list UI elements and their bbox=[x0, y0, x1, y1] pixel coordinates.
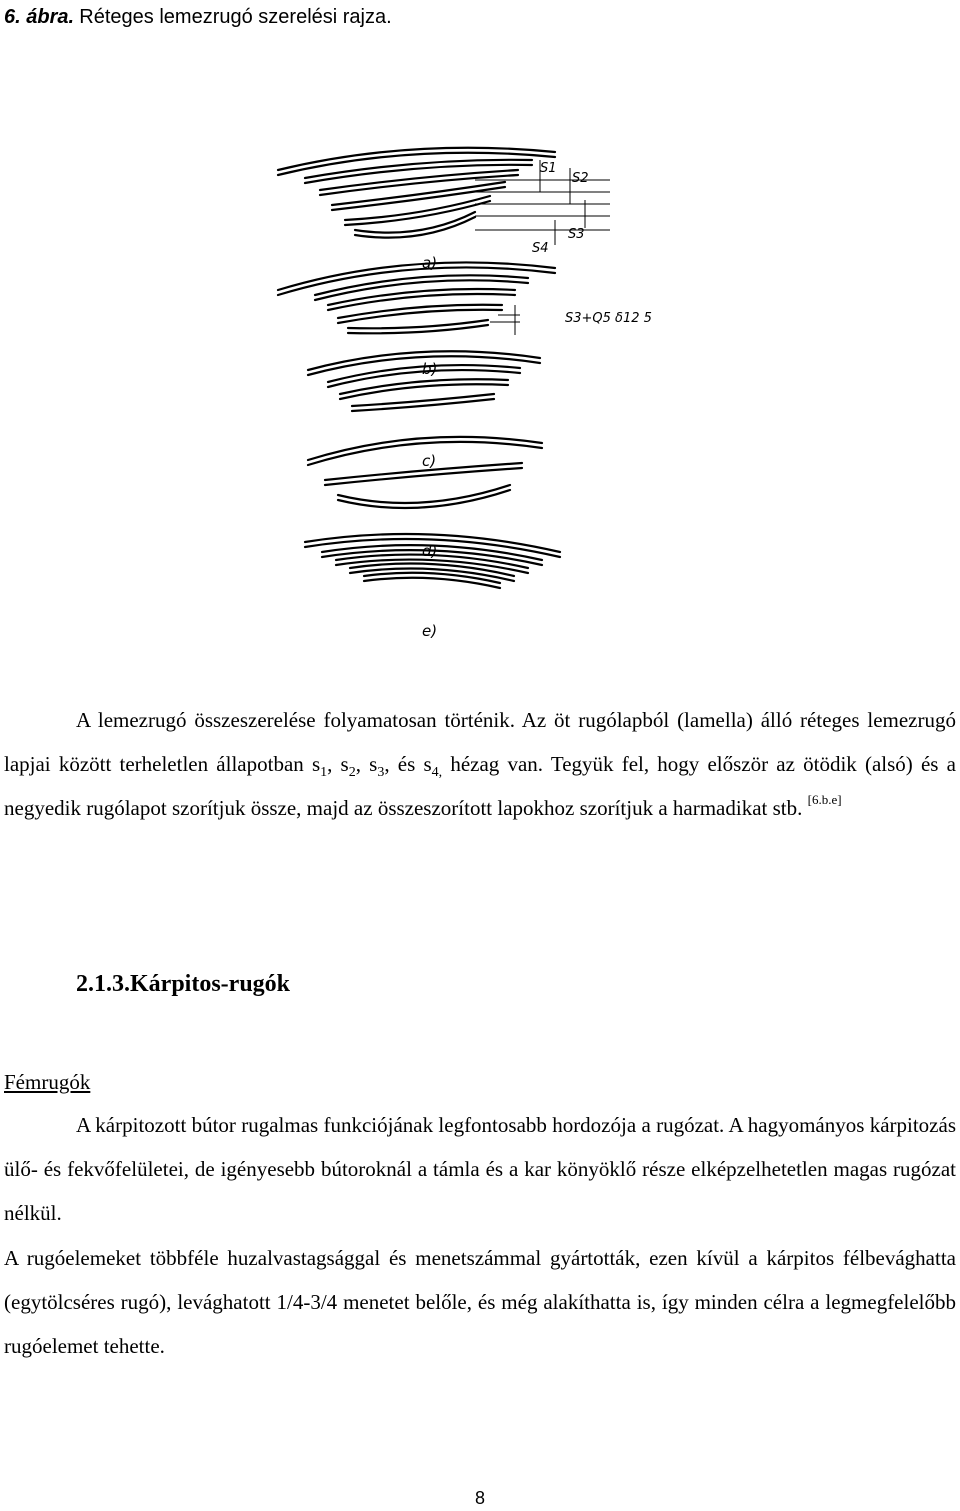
section-heading: 2.1.3.Kárpitos-rugók bbox=[76, 971, 291, 997]
subscript: 3 bbox=[377, 765, 385, 781]
dim-label-s3-q5: S3+Q5 δ12 5 bbox=[565, 311, 652, 326]
figure-label-b: b) bbox=[422, 360, 438, 378]
leaf-spring-drawing bbox=[270, 140, 670, 650]
dim-label-s2: S2 bbox=[572, 171, 589, 186]
paragraph-assembly bbox=[4, 698, 956, 830]
text: , és s bbox=[384, 752, 432, 776]
text: A lemezrugó összeszerelése folyamatosan történik. Az öt rugólapból (lamella) álló réteges lemezrugó lapjai között terheletlen állapotban s bbox=[4, 708, 956, 776]
subscript: 2 bbox=[348, 765, 356, 781]
text: A kárpitozott bútor rugalmas funkciójának legfontosabb hordozója a rugózat. A hagyományos kárpitozás ülő- és fekvőfelületei, de igényesebb bútoroknál a támla és a kar könyöklő része elképzelhetetlen magas rugózat nélkül. bbox=[4, 1113, 956, 1225]
figure-label-d: d) bbox=[422, 542, 438, 560]
text: , s bbox=[355, 752, 378, 776]
subscript: 1 bbox=[320, 765, 328, 781]
paragraph-upholstery bbox=[4, 1103, 956, 1235]
figure-caption-text: Réteges lemezrugó szerelési rajza. bbox=[79, 6, 392, 28]
figure-label-c: c) bbox=[422, 452, 437, 470]
text: hézag van. Tegyük fel, hogy először az ötödik (alsó) és a negyedik rugólapot szorítjuk össze, majd az összeszorított lapokhoz szorítjuk a harmadikat stb. bbox=[4, 752, 956, 820]
subscript: 4, bbox=[431, 765, 443, 781]
reference: [6.b.e] bbox=[807, 792, 842, 807]
figure-number: 6. ábra. bbox=[4, 6, 75, 28]
figure-label-e: e) bbox=[422, 622, 438, 640]
page-number: 8 bbox=[474, 1488, 485, 1508]
dim-label-s4: S4 bbox=[532, 241, 549, 256]
figure-caption bbox=[4, 2, 392, 31]
subsection-heading: Fémrugók bbox=[4, 1070, 91, 1094]
figure-label-a: a) bbox=[422, 254, 438, 272]
dim-label-s1: S1 bbox=[540, 161, 557, 176]
paragraph-spring-elements: A rugóelemeket többféle huzalvastagsággal és menetszámmal gyártották, ezen kívül a kárpitos félbevághatta (egytölcséres rugó), levághatott 1/4-3/4 menetet belőle, és még alakíthatta is, így minden célra a legmegfelelőbb rugóelemet tehette. bbox=[4, 1246, 956, 1358]
dim-label-s3: S3 bbox=[568, 227, 585, 242]
text: , s bbox=[327, 752, 349, 776]
